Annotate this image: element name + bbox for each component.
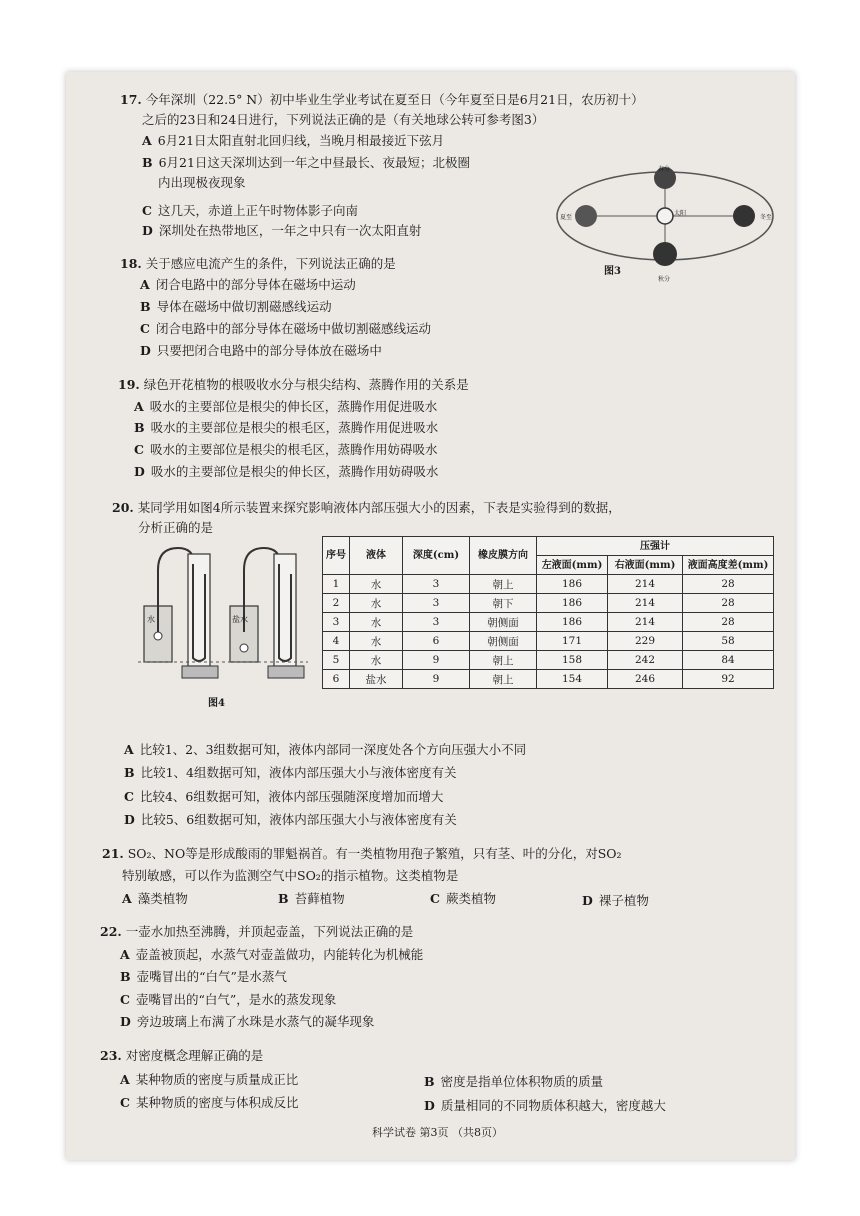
cell: 3 [403,594,470,613]
q23-option-d[interactable]: D 质量相同的不同物质体积越大，密度越大 [424,1098,666,1113]
q17-stem-line2: 之后的23日和24日进行，下列说法正确的是（有关地球公转可参考图3） [142,112,545,127]
q21-option-c[interactable]: C 蕨类植物 [430,891,496,906]
table-header-row [323,537,774,556]
col-header-direction: 橡皮膜方向 [470,537,537,575]
cell: 158 [537,651,608,670]
cell: 6 [403,632,470,651]
q19-option-a[interactable]: A 吸水的主要部位是根尖的伸长区，蒸腾作用促进吸水 [134,399,438,414]
table-row [323,632,774,651]
fig3-sun-label: 太阳 [674,210,687,217]
table-row [323,670,774,689]
left-probe-icon [154,632,162,640]
cell: 58 [683,632,774,651]
fig3-spring-label: 春分 [658,166,671,173]
q23-option-b[interactable]: B 密度是指单位体积物质的质量 [424,1074,604,1089]
cell: 6 [323,670,350,689]
cell: 2 [323,594,350,613]
q20-stem-line1: 20. 某同学用如图4所示装置来探究影响液体内部压强大小的因素，下表是实验得到的数据， [112,500,621,515]
col-header-no: 序号 [323,537,350,575]
q20-option-a[interactable]: A 比较1、2、3组数据可知，液体内部同一深度处各个方向压强大小不同 [124,742,527,757]
q18-option-a[interactable]: A 闭合电路中的部分导体在磁场中运动 [140,277,356,292]
cell: 214 [608,613,683,632]
fig4-caption: 图4 [208,698,225,709]
q18-option-b[interactable]: B 导体在磁场中做切割磁感线运动 [140,299,332,314]
q17-option-b[interactable]: B 6月21日这天深圳达到一年之中昼最长、夜最短；北极圈 [142,155,470,170]
cell: 242 [608,651,683,670]
cell: 92 [683,670,774,689]
cell: 水 [350,575,403,594]
left-gauge-board [188,554,210,666]
col-header-gauge: 压强计 [537,537,774,556]
cell: 朝侧面 [470,632,537,651]
fig3-caption: 图3 [604,266,621,277]
col-header-depth: 深度(cm) [403,537,470,575]
earth-orbit-figure [540,158,780,288]
q23-option-a[interactable]: A 某种物质的密度与质量成正比 [120,1072,299,1087]
q20-option-b[interactable]: B 比较1、4组数据可知，液体内部压强大小与液体密度有关 [124,765,457,780]
cell: 水 [350,651,403,670]
right-gauge-board [274,554,296,666]
cell: 朝侧面 [470,613,537,632]
pressure-gauge-figure [128,540,316,690]
q22-option-d[interactable]: D 旁边玻璃上布满了水珠是水蒸气的凝华现象 [120,1014,375,1029]
earth-autumn-icon [653,242,677,266]
cell: 水 [350,632,403,651]
cell: 3 [403,575,470,594]
q23-option-c[interactable]: C 某种物质的密度与体积成反比 [120,1095,299,1110]
right-probe-icon [240,644,248,652]
fig4-water-label: 水 [147,615,155,624]
fig3-summer-label: 夏至 [560,214,573,221]
fig3-winter-label: 冬至 [760,214,773,221]
col-header-right-level: 右液面(mm) [608,556,683,575]
q17-option-a[interactable]: A 6月21日太阳直射北回归线，当晚月相最接近下弦月 [142,133,445,148]
cell: 3 [323,613,350,632]
q19-option-b[interactable]: B 吸水的主要部位是根尖的根毛区，蒸腾作用促进吸水 [134,420,439,435]
q20-option-c[interactable]: C 比较4、6组数据可知，液体内部压强随深度增加而增大 [124,789,444,804]
cell: 朝上 [470,575,537,594]
q23-stem: 23. 对密度概念理解正确的是 [100,1048,264,1063]
cell: 84 [683,651,774,670]
q18-option-c[interactable]: C 闭合电路中的部分导体在磁场中做切割磁感线运动 [140,321,431,336]
cell: 214 [608,594,683,613]
cell: 28 [683,575,774,594]
q17-option-d[interactable]: D 深圳处在热带地区，一年之中只有一次太阳直射 [142,223,422,238]
col-header-difference: 液面高度差(mm) [683,556,774,575]
cell: 214 [608,575,683,594]
fig3-autumn-label: 秋分 [658,276,671,283]
q18-stem: 18. 关于感应电流产生的条件，下列说法正确的是 [120,256,396,271]
q22-option-b[interactable]: B 壶嘴冒出的“白气”是水蒸气 [120,969,287,984]
q19-option-c[interactable]: C 吸水的主要部位是根尖的根毛区，蒸腾作用妨碍吸水 [134,442,438,457]
q21-option-b[interactable]: B 苔藓植物 [278,891,345,906]
q17-stem-line1 [120,90,644,109]
table-row [323,575,774,594]
q21-option-d[interactable]: D 裸子植物 [582,893,649,908]
q18-option-d[interactable]: D 只要把闭合电路中的部分导体放在磁场中 [140,343,382,358]
q21-stem-line2: 特别敏感，可以作为监测空气中SO₂的指示植物。这类植物是 [122,868,459,883]
cell: 水 [350,613,403,632]
cell: 5 [323,651,350,670]
cell: 朝下 [470,594,537,613]
table-row [323,651,774,670]
table-row [323,594,774,613]
cell: 171 [537,632,608,651]
cell: 28 [683,613,774,632]
q20-option-d[interactable]: D 比较5、6组数据可知，液体内部压强大小与液体密度有关 [124,812,457,827]
cell: 朝上 [470,651,537,670]
pressure-data-table [322,536,774,689]
q22-option-a[interactable]: A 壶盖被顶起，水蒸气对壶盖做功，内能转化为机械能 [120,947,424,962]
table-row [323,613,774,632]
cell: 154 [537,670,608,689]
cell: 水 [350,594,403,613]
right-gauge-base [268,666,304,678]
q22-option-c[interactable]: C 壶嘴冒出的“白气”，是水的蒸发现象 [120,992,337,1007]
q17-option-c[interactable]: C 这几天，赤道上正午时物体影子向南 [142,203,358,218]
cell: 朝上 [470,670,537,689]
q17-option-b-cont: 内出现极夜现象 [158,175,246,190]
fig4-saltwater-label: 盐水 [232,615,248,624]
cell: 9 [403,651,470,670]
earth-summer-icon [575,205,597,227]
cell: 186 [537,613,608,632]
cell: 3 [403,613,470,632]
cell: 186 [537,575,608,594]
earth-winter-icon [733,205,755,227]
q21-option-a[interactable]: A 藻类植物 [122,891,188,906]
q17-number: 17. [120,92,142,107]
page-footer: 科学试卷 第3页 （共8页） [372,1126,503,1139]
col-header-liquid: 液体 [350,537,403,575]
cell: 229 [608,632,683,651]
left-gauge-base [182,666,218,678]
sun-icon [657,208,673,224]
q19-stem: 19. 绿色开花植物的根吸收水分与根尖结构、蒸腾作用的关系是 [118,377,469,392]
cell: 28 [683,594,774,613]
col-header-left-level: 左液面(mm) [537,556,608,575]
q20-stem-line2: 分析正确的是 [138,520,214,535]
q21-stem-line1: 21. SO₂、NO等是形成酸雨的罪魁祸首。有一类植物用孢子繁殖，只有茎、叶的分化，对SO₂ [102,846,622,861]
cell: 1 [323,575,350,594]
q22-stem: 22. 一壶水加热至沸腾，并顶起壶盖，下列说法正确的是 [100,924,414,939]
q17-stem-text1: 今年深圳（22.5° N）初中毕业生学业考试在夏至日（今年夏至日是6月21日，农历初十） [145,92,644,107]
cell: 186 [537,594,608,613]
cell: 9 [403,670,470,689]
q19-option-d[interactable]: D 吸水的主要部位是根尖的伸长区，蒸腾作用妨碍吸水 [134,464,439,479]
cell: 246 [608,670,683,689]
cell: 4 [323,632,350,651]
cell: 盐水 [350,670,403,689]
